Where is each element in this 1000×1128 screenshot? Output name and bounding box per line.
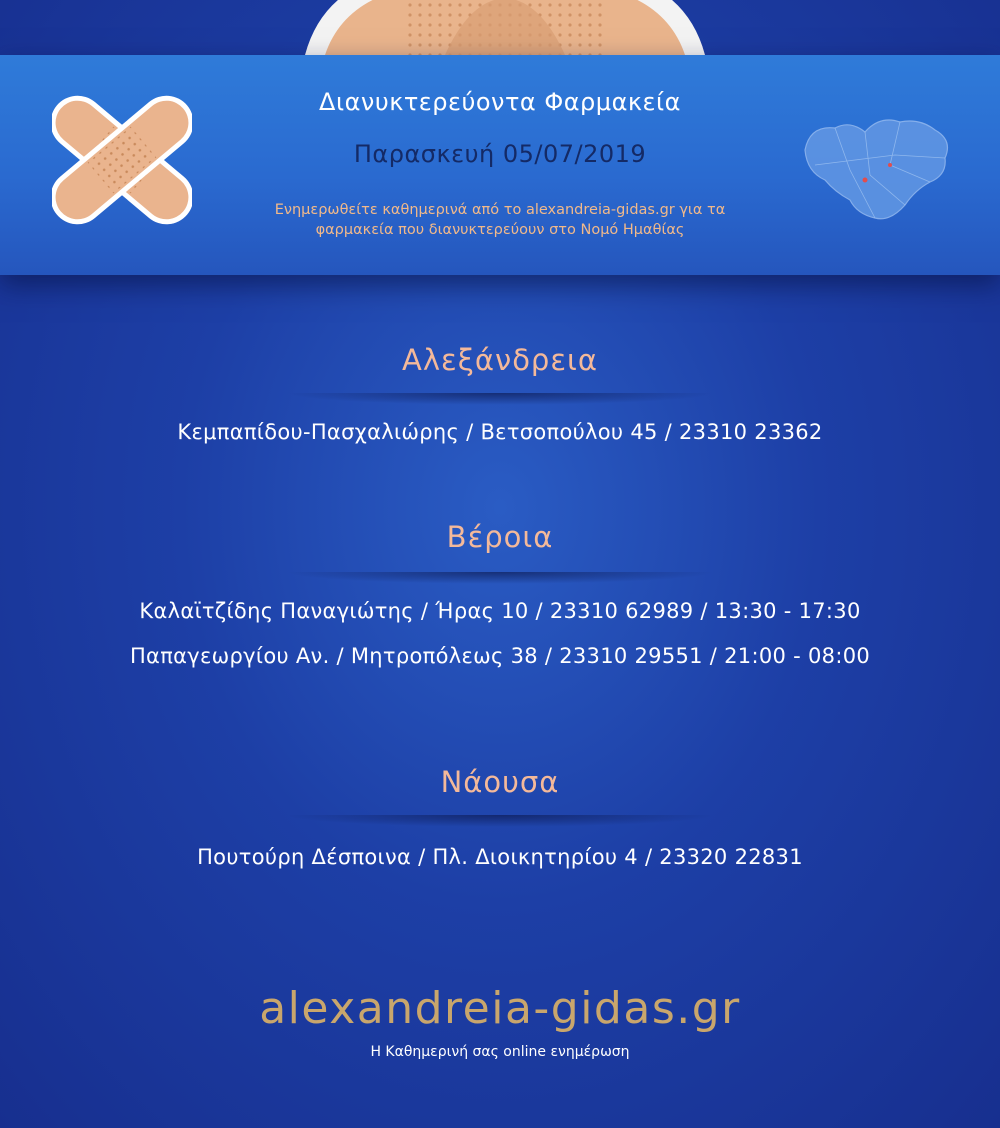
section-divider bbox=[285, 393, 715, 405]
section-title-naousa: Νάουσα bbox=[440, 765, 560, 799]
header-note-line: φαρμακεία που διανυκτερεύουν στο Νομό Ημαθίας bbox=[315, 222, 685, 238]
footer-tagline: Η Καθημερινή σας online ενημέρωση bbox=[370, 1044, 630, 1060]
pharmacy-entry: Πουτούρη Δέσποινα / Πλ. Διοικητηρίου 4 / 23320 22831 bbox=[197, 845, 803, 869]
bandage-icon bbox=[295, 0, 715, 55]
section-title-veroia: Βέροια bbox=[446, 520, 554, 554]
header-note bbox=[0, 200, 1000, 240]
pharmacy-entry: Παπαγεωργίου Αν. / Μητροπόλεως 38 / 23310 29551 / 21:00 - 08:00 bbox=[129, 644, 871, 668]
page-title: Διανυκτερεύοντα Φαρμακεία bbox=[319, 88, 681, 116]
section-title-alexandreia: Αλεξάνδρεια bbox=[402, 343, 598, 377]
section-divider bbox=[285, 572, 715, 584]
pharmacy-entry: Καλαϊτζίδης Παναγιώτης / Ήρας 10 / 23310 62989 / 13:30 - 17:30 bbox=[139, 599, 861, 623]
section-divider bbox=[285, 815, 715, 827]
footer-site-logo: alexandreia-gidas.gr bbox=[259, 983, 741, 1034]
header-note-line: Ενημερωθείτε καθημερινά από το alexandreia-gidas.gr για τα bbox=[274, 202, 726, 218]
pharmacy-entry: Κεμπαπίδου-Πασχαλιώρης / Βετσοπούλου 45 / 23310 23362 bbox=[177, 420, 823, 444]
header-date: Παρασκευή 05/07/2019 bbox=[353, 140, 647, 168]
